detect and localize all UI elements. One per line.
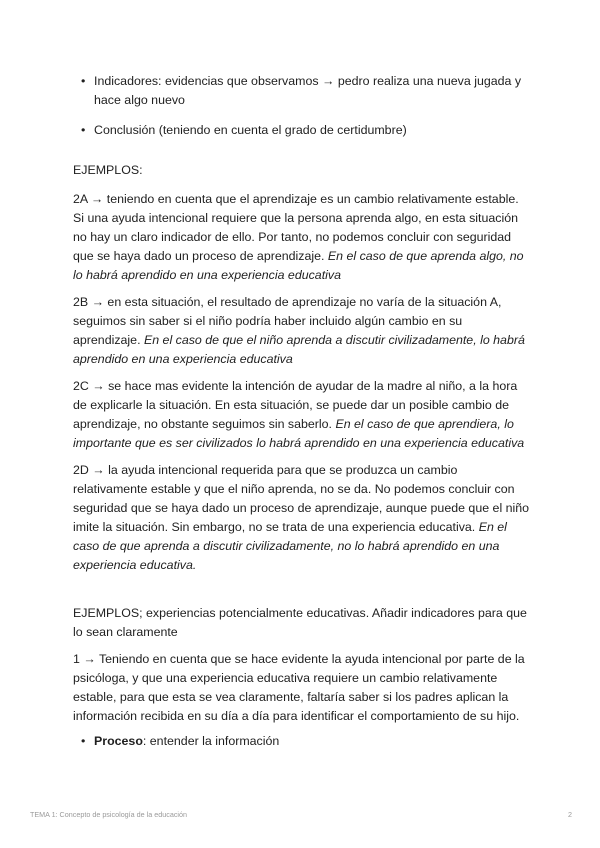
list-item-text: Indicadores: evidencias que observamos → pedro realiza una nueva jugada y hace algo nuevo <box>94 74 522 107</box>
page-number: 2 <box>568 810 572 819</box>
example-conclusion: En el caso de que aprenda a discutir civilizadamente, no lo habrá aprendido en una experiencia educativa. <box>73 520 507 572</box>
example-text: 2C → se hace mas evidente la intención de ayudar de la madre al niño, a la hora de explicarle la situación. En esta situación, se puede dar un posible cambio de aprendizaje, no obstante seguimos sin saberlo. <box>73 379 518 431</box>
example-2b <box>73 293 533 369</box>
educational-experiences-heading: EJEMPLOS; experiencias potencialmente educativas. Añadir indicadores para que lo sean claramente <box>73 606 527 639</box>
example-2c <box>73 377 533 453</box>
list-item <box>73 72 533 110</box>
example-text: 2D → la ayuda intencional requerida para que se produzca un cambio relativamente estable y que el niño aprenda, no se da. No podemos concluir con seguridad que se haya dado un proceso de aprendizaje, aunque puede que el niño imite la situación. Sin embargo, no se trata de una experiencia educativa. <box>73 463 530 534</box>
example-1-paragraph: 1 → Teniendo en cuenta que se hace evidente la ayuda intencional por parte de la psicóloga, y que una experiencia educativa requiere un cambio relativamente estable, para que esta se vea claramente, faltaría saber si los padres aplican la información recibida en su día a día para identificar el comportamiento de su hijo. <box>73 652 525 723</box>
footer-title: TEMA 1: Concepto de psicología de la educación <box>30 810 188 819</box>
bullet: • <box>81 734 86 748</box>
example-conclusion: En el caso de que el niño aprenda a discutir civilizadamente, lo habrá aprendido en una experiencia educativa <box>73 333 525 366</box>
indicators-list <box>73 72 533 140</box>
example-text: 2B → en esta situación, el resultado de aprendizaje no varía de la situación A, seguimos sin saber si el niño podría haber incluido algún cambio en su aprendizaje. <box>73 295 502 347</box>
example-2a <box>73 190 533 285</box>
example-conclusion: En el caso de que aprenda algo, no lo habrá aprendido en una experiencia educativa <box>73 249 524 282</box>
bullet: • <box>81 123 86 137</box>
list-item <box>73 121 533 140</box>
bullet: • <box>81 74 86 88</box>
process-label: Proceso <box>94 734 143 748</box>
list-item-text: Conclusión (teniendo en cuenta el grado de certidumbre) <box>94 123 407 137</box>
example-text: 2A → teniendo en cuenta que el aprendizaje es un cambio relativamente estable. Si una ayuda intencional requiere que la persona aprenda algo, en esta situación no hay un claro indicador de ello. Por tanto, no podemos concluir con seguridad que se haya dado un proceso de aprendizaje. <box>73 192 519 263</box>
example-conclusion: En el caso de que aprendiera, lo importante que es ser civilizados lo habrá aprendido en una experiencia educativa <box>73 417 525 450</box>
example-2d <box>73 461 533 575</box>
process-text: : entender la información <box>142 734 280 748</box>
page-content <box>73 72 533 751</box>
process-list <box>73 732 533 751</box>
examples-heading: EJEMPLOS: <box>73 163 143 177</box>
list-item <box>73 732 533 751</box>
